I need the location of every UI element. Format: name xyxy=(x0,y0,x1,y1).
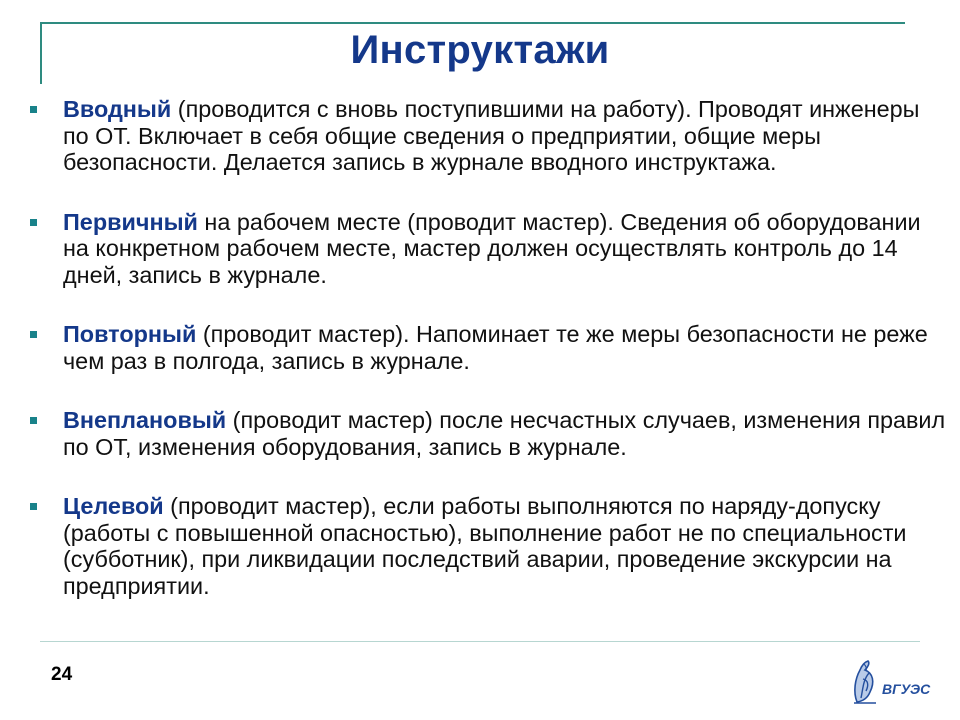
term-description: (проводит мастер), если работы выполняются по наряду-допуску (работы с повышенной опасностью), выполнение работ не по специальности (субботник), при ликвидации последствий аварии, проведение экскурсии на предприятии. xyxy=(63,493,907,599)
term-label: Целевой xyxy=(63,493,164,519)
university-emblem-icon xyxy=(854,661,876,703)
square-bullet-icon xyxy=(30,219,37,226)
term-description: на рабочем месте (проводит мастер). Сведения об оборудовании на конкретном рабочем месте, мастер должен осуществлять контроль до 14 дней, запись в журнале. xyxy=(63,208,921,288)
term-description: (проводится с вновь поступившими на работу). Проводят инженеры по ОТ. Включает в себя общие сведения о предприятии, общие меры безопасности. Делается запись в журнале вводного инструктажа. xyxy=(63,96,920,175)
list-item-repeated xyxy=(30,321,950,374)
term-label: Внеплановый xyxy=(63,407,227,433)
slide-frame-top-line xyxy=(40,22,905,24)
list-item-targeted xyxy=(30,493,950,599)
term-label: Первичный xyxy=(63,208,198,235)
square-bullet-icon xyxy=(30,331,37,338)
term-label: Повторный xyxy=(63,321,197,347)
list-item-introductory xyxy=(30,96,950,176)
square-bullet-icon xyxy=(30,106,37,113)
term-label: Вводный xyxy=(63,96,172,122)
briefing-types-list xyxy=(30,96,950,599)
page-number: 24 xyxy=(51,664,73,685)
logo-text: ВГУЭС xyxy=(882,681,931,697)
square-bullet-icon xyxy=(30,503,37,510)
list-item-unscheduled xyxy=(30,407,950,460)
list-item-primary xyxy=(30,209,950,289)
square-bullet-icon xyxy=(30,417,37,424)
slide-title: Инструктажи xyxy=(350,28,610,72)
term-description: (проводит мастер) после несчастных случаев, изменения правил по ОТ, изменения оборудования, запись в журнале. xyxy=(63,407,946,460)
term-description: (проводит мастер). Напоминает те же меры безопасности не реже чем раз в полгода, запись в журнале. xyxy=(63,321,928,374)
university-logo xyxy=(848,655,944,709)
slide-footer-line xyxy=(40,641,920,642)
